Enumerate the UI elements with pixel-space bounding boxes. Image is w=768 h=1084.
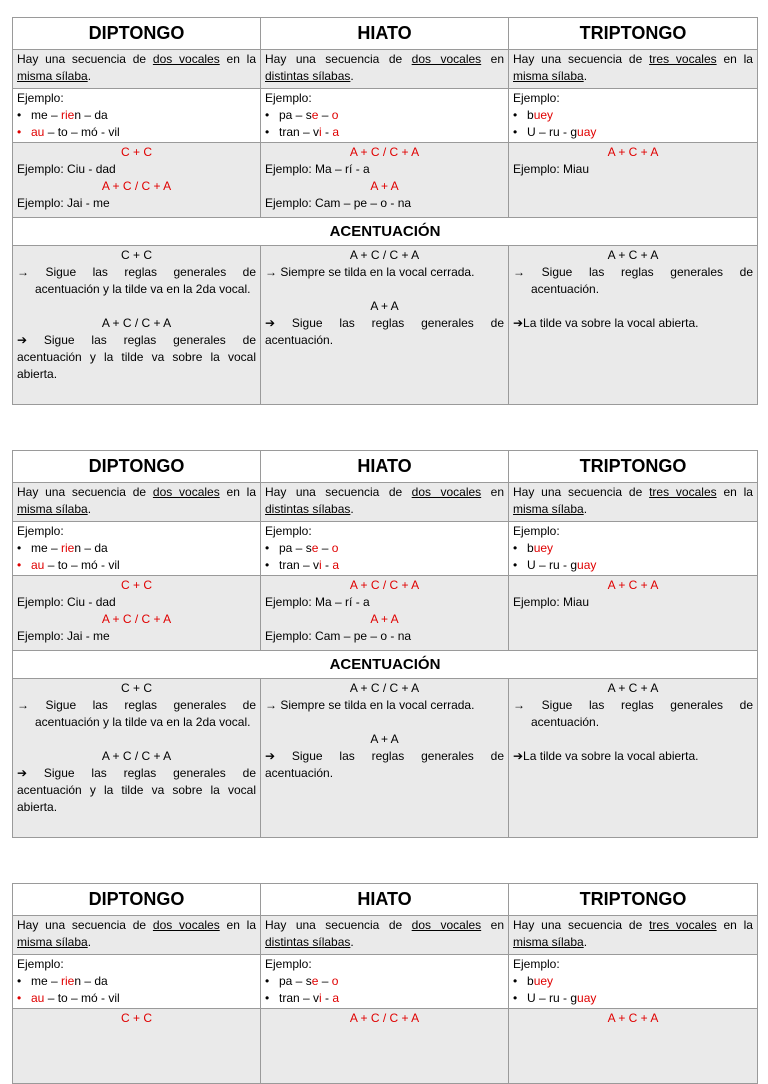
comparison-table-2 — [12, 450, 758, 838]
accent-rule: ➔ Sigue las reglas generales de acentuación y la tilde va sobre la vocal abierta. — [17, 766, 256, 814]
definition-triptongo: Hay una secuencia de tres vocales en la misma sílaba. — [509, 50, 758, 89]
combo-example: Ejemplo: Jai - me — [17, 196, 110, 210]
combos-triptongo — [509, 576, 758, 651]
accent-rule: → Sigue las reglas generales de acentuación. — [513, 698, 753, 729]
accent-rule: ➔La tilde va sobre la vocal abierta. — [513, 316, 699, 330]
example-item: • tran – vi - a — [265, 125, 340, 139]
example-item: • me – rien – da — [17, 974, 108, 988]
example-label: Ejemplo: — [17, 524, 64, 538]
examples-hiato — [261, 955, 509, 1009]
combo-label: A + C + A — [607, 578, 659, 592]
combo-label: A + C / C + A — [349, 578, 420, 592]
header-diptongo: DIPTONGO — [13, 18, 261, 50]
accent-rule: → Sigue las reglas generales de acentuación y la tilde va en la 2da vocal. — [17, 698, 256, 729]
combo-example: Ejemplo: Ciu - dad — [17, 162, 116, 176]
combo-label: A + C / C + A — [101, 179, 172, 193]
example-label: Ejemplo: — [265, 524, 312, 538]
accent-heading: A + C / C + A — [349, 248, 420, 262]
example-item: • au – to – mó - vil — [17, 991, 120, 1005]
definition-hiato: Hay una secuencia de dos vocales en distintas sílabas. — [261, 916, 509, 955]
combo-label: A + C / C + A — [349, 1011, 420, 1025]
combo-label: A + C / C + A — [349, 145, 420, 159]
combo-label: A + A — [370, 612, 399, 626]
accent-heading: A + C / C + A — [101, 316, 172, 330]
example-label: Ejemplo: — [265, 91, 312, 105]
examples-triptongo — [509, 522, 758, 576]
accent-hiato — [261, 679, 509, 838]
accent-triptongo — [509, 246, 758, 405]
combo-label: A + C + A — [607, 145, 659, 159]
definition-hiato: Hay una secuencia de dos vocales en distintas sílabas. — [261, 50, 509, 89]
accent-diptongo — [13, 679, 261, 838]
example-item: • U – ru - guay — [513, 125, 597, 139]
accent-rule: ➔La tilde va sobre la vocal abierta. — [513, 749, 699, 763]
accent-heading: A + A — [370, 299, 399, 313]
accent-triptongo — [509, 679, 758, 838]
combos-triptongo — [509, 143, 758, 218]
example-item: • U – ru - guay — [513, 991, 597, 1005]
accent-heading: A + C / C + A — [101, 749, 172, 763]
combo-example: Ejemplo: Cam – pe – o - na — [265, 196, 412, 210]
accent-diptongo — [13, 246, 261, 405]
combos-hiato — [261, 576, 509, 651]
accent-heading: A + C + A — [607, 248, 659, 262]
section-title-acentuacion: ACENTUACIÓN — [13, 651, 758, 679]
combo-example: Ejemplo: Ciu - dad — [17, 595, 116, 609]
header-hiato: HIATO — [261, 451, 509, 483]
header-triptongo: TRIPTONGO — [509, 451, 758, 483]
examples-diptongo — [13, 955, 261, 1009]
accent-rule: ➔ Sigue las reglas generales de acentuación y la tilde va sobre la vocal abierta. — [17, 333, 256, 381]
accent-rule: ➔ Sigue las reglas generales de acentuación. — [265, 749, 504, 780]
header-triptongo: TRIPTONGO — [509, 18, 758, 50]
accent-rule: ➔ Sigue las reglas generales de acentuación. — [265, 316, 504, 347]
combos-triptongo — [509, 1009, 758, 1084]
examples-hiato — [261, 89, 509, 143]
example-label: Ejemplo: — [513, 957, 560, 971]
example-item: • buey — [513, 108, 554, 122]
header-diptongo: DIPTONGO — [13, 451, 261, 483]
definition-triptongo: Hay una secuencia de tres vocales en la misma sílaba. — [509, 483, 758, 522]
comparison-table-3 — [12, 883, 758, 1084]
examples-triptongo — [509, 955, 758, 1009]
header-diptongo: DIPTONGO — [13, 884, 261, 916]
comparison-table-1 — [12, 17, 758, 405]
header-hiato: HIATO — [261, 884, 509, 916]
accent-heading: A + A — [370, 732, 399, 746]
accent-heading: C + C — [120, 248, 152, 262]
examples-diptongo — [13, 522, 261, 576]
example-item: • me – rien – da — [17, 541, 108, 555]
combo-label: C + C — [120, 578, 152, 592]
example-item: • U – ru - guay — [513, 558, 597, 572]
combo-label: A + C / C + A — [101, 612, 172, 626]
example-item: • me – rien – da — [17, 108, 108, 122]
combo-label: A + A — [370, 179, 399, 193]
definition-diptongo: Hay una secuencia de dos vocales en la misma sílaba. — [13, 50, 261, 89]
combos-diptongo — [13, 576, 261, 651]
example-item: • pa – se – o — [265, 108, 339, 122]
example-label: Ejemplo: — [17, 91, 64, 105]
combos-hiato — [261, 1009, 509, 1084]
combos-diptongo — [13, 143, 261, 218]
accent-rule: → Siempre se tilda en la vocal cerrada. — [265, 265, 475, 279]
example-item: • tran – vi - a — [265, 991, 340, 1005]
header-hiato: HIATO — [261, 18, 509, 50]
example-label: Ejemplo: — [513, 91, 560, 105]
combo-label: C + C — [120, 145, 152, 159]
combo-example: Ejemplo: Ma – rí - a — [265, 162, 370, 176]
definition-diptongo: Hay una secuencia de dos vocales en la misma sílaba. — [13, 916, 261, 955]
combos-diptongo — [13, 1009, 261, 1084]
accent-heading: A + C / C + A — [349, 681, 420, 695]
header-triptongo: TRIPTONGO — [509, 884, 758, 916]
combo-example: Ejemplo: Jai - me — [17, 629, 110, 643]
example-item: • au – to – mó - vil — [17, 125, 120, 139]
combo-example: Ejemplo: Miau — [513, 595, 590, 609]
example-label: Ejemplo: — [17, 957, 64, 971]
example-item: • buey — [513, 541, 554, 555]
accent-rule: → Sigue las reglas generales de acentuación. — [513, 265, 753, 296]
combo-example: Ejemplo: Ma – rí - a — [265, 595, 370, 609]
examples-hiato — [261, 522, 509, 576]
combo-example: Ejemplo: Miau — [513, 162, 590, 176]
example-item: • buey — [513, 974, 554, 988]
accent-heading: A + C + A — [607, 681, 659, 695]
example-item: • au – to – mó - vil — [17, 558, 120, 572]
definition-triptongo: Hay una secuencia de tres vocales en la misma sílaba. — [509, 916, 758, 955]
definition-diptongo: Hay una secuencia de dos vocales en la misma sílaba. — [13, 483, 261, 522]
example-label: Ejemplo: — [265, 957, 312, 971]
accent-rule: → Sigue las reglas generales de acentuación y la tilde va en la 2da vocal. — [17, 265, 256, 296]
examples-triptongo — [509, 89, 758, 143]
examples-diptongo — [13, 89, 261, 143]
combos-hiato — [261, 143, 509, 218]
accent-heading: C + C — [120, 681, 152, 695]
combo-example: Ejemplo: Cam – pe – o - na — [265, 629, 412, 643]
combo-label: C + C — [120, 1011, 152, 1025]
example-item: • pa – se – o — [265, 974, 339, 988]
definition-hiato: Hay una secuencia de dos vocales en distintas sílabas. — [261, 483, 509, 522]
accent-rule: → Siempre se tilda en la vocal cerrada. — [265, 698, 475, 712]
combo-label: A + C + A — [607, 1011, 659, 1025]
example-item: • tran – vi - a — [265, 558, 340, 572]
example-label: Ejemplo: — [513, 524, 560, 538]
example-item: • pa – se – o — [265, 541, 339, 555]
accent-hiato — [261, 246, 509, 405]
section-title-acentuacion: ACENTUACIÓN — [13, 218, 758, 246]
